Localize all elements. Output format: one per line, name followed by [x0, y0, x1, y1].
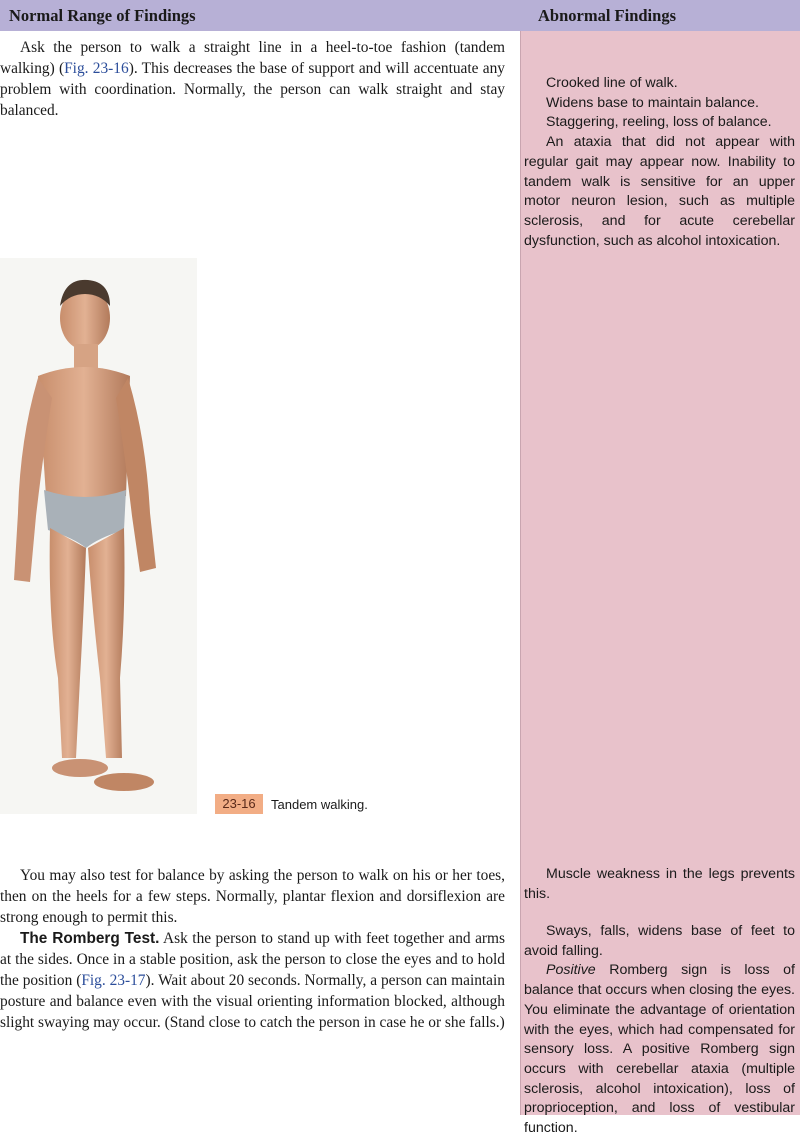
romberg-text-end: ). Wait about 20 seconds. Normally, a person can maintain posture and balance even with the visual orienting information blocked, although slight swaying may occur. (Stand close to catch the person in case he or she falls.)	[0, 972, 505, 1031]
positive-romberg-explanation: Positive Romberg sign is loss of balance that occurs when closing the eyes. You eliminate the advantage of orientation with the eyes, which had compensated for sensory loss. A positive Romberg sign occurs with cerebellar ataxia (multiple sclerosis, alcohol intoxication), loss of proprioception, and loss of vestibular function.	[524, 962, 795, 1137]
normal-findings-heading: Normal Range of Findings	[9, 6, 196, 25]
fig-23-16-reference[interactable]: Fig. 23-16	[64, 60, 129, 77]
toes-heels-paragraph	[0, 865, 505, 928]
abnormal-item: Widens base to maintain balance.	[546, 94, 759, 111]
fig-23-17-reference[interactable]: Fig. 23-17	[81, 972, 146, 989]
romberg-text-start: Ask the person to stand up with feet together and arms at the sides. Once in a stable position, ask the person to close the eyes and to hold the position (	[0, 930, 505, 989]
romberg-abnormal-findings	[524, 922, 795, 1139]
abnormal-item: Staggering, reeling, loss of balance.	[546, 114, 772, 131]
tandem-walking-photo	[0, 258, 197, 814]
toes-abnormal-finding: Muscle weakness in the legs prevents this.	[524, 866, 795, 902]
romberg-test-heading: The Romberg Test.	[20, 930, 160, 947]
toes-heels-text: You may also test for balance by asking the person to walk on his or her toes, then on the heels for a few steps. Normally, plantar flexion and dorsiflexion are strong enough to permit this.	[0, 867, 505, 926]
tandem-text-start: Ask the person to walk a straight line in a heel-to-toe fashion (tandem walking) (	[0, 39, 505, 77]
column-divider	[520, 31, 521, 1115]
abnormal-item: Crooked line of walk.	[546, 75, 678, 91]
romberg-test-paragraph	[0, 928, 505, 1033]
ataxia-explanation: An ataxia that did not appear with regular gait may appear now. Inability to tandem walk is sensitive for an upper motor neuron lesion, such as multiple sclerosis, and for acute cerebellar dysfunction, such as alcohol intoxication.	[524, 134, 795, 249]
tandem-text-end: ). This decreases the base of support and will accentuate any problem with coordination. Normally, the person can walk straight and stay balanced.	[0, 60, 505, 119]
romberg-sways-finding: Sways, falls, widens base of feet to avoid falling.	[524, 923, 795, 959]
tandem-walking-paragraph	[0, 37, 505, 121]
figure-number-badge: 23-16	[215, 794, 263, 814]
tandem-abnormal-findings	[524, 74, 795, 251]
abnormal-findings-heading: Abnormal Findings	[538, 6, 676, 25]
figure-caption: Tandem walking.	[271, 797, 368, 812]
standing-man-illustration	[0, 258, 197, 814]
